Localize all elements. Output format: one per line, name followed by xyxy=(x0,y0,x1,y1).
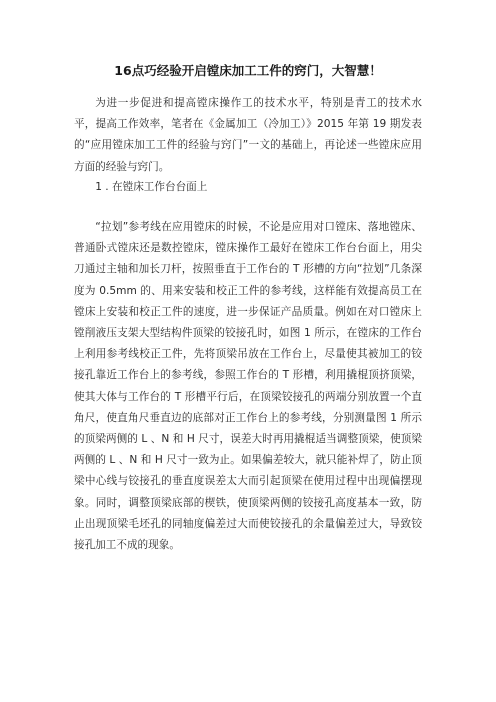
intro-paragraph: 为进一步促进和提高镗床操作工的技术水平，特别是青工的技术水平，提高工作效率，笔者在《金属加工（冷加工）》2015 年第 19 期发表的“应用镗床加工工件的经验与窍门”一文的基础上，再论述一些镗床应用方面的经验与窍门。 xyxy=(74,97,422,173)
section-heading: 1 . 在镗床工作台台面上 xyxy=(95,181,208,193)
document-title: 16点巧经验开启镗床加工工件的窍门，大智慧！ xyxy=(114,63,382,78)
section-body-paragraph: “拉划”参考线在应用镗床的时候，不论是应用对口镗床、落地镗床、普通卧式镗床还是数控镗床，镗床操作工最好在镗床工作台台面上，用尖刀通过主轴和加长刀杆，按照垂直于工作台的 T 形槽的方向“拉划”几条深度为 0.5mm 的、用来安装和校正工件的参考线，这样能有效提高员工在镗床上安装和校正工件的速度，进一步保证产品质量。例如在对口镗床上镗削液压支架大型结构件顶梁的铰接孔时，如图 1 所示，在镗床的工作台上利用参考线校正工件，先将顶梁吊放在工作台上，尽量使其被加工的铰接孔靠近工作台上的参考线，参照工作台的 T 形槽，利用撬棍顶挤顶梁，使其大体与工作台的 T 形槽平行后，在顶梁铰接孔的两端分别放置一个直角尺，使直角尺垂直边的底部对正工作台上的参考线，分别测量图 1 所示的顶梁两侧的 L 、N 和 H 尺寸，误差大时再用撬棍适当调整顶梁，使顶梁两侧的 L 、N 和 H 尺寸一致为止。如果偏差较大，就只能补焊了，防止顶梁中心线与铰接孔的垂直度误差太大而引起顶梁在使用过程中出现偏摆现象。同时，调整顶梁底部的楔铁，使顶梁两侧的铰接孔高度基本一致，防止出现顶梁毛坯孔的同轴度偏差过大而使铰接孔的余量偏差过大，导致铰接孔加工不成的现象。 xyxy=(74,221,422,552)
